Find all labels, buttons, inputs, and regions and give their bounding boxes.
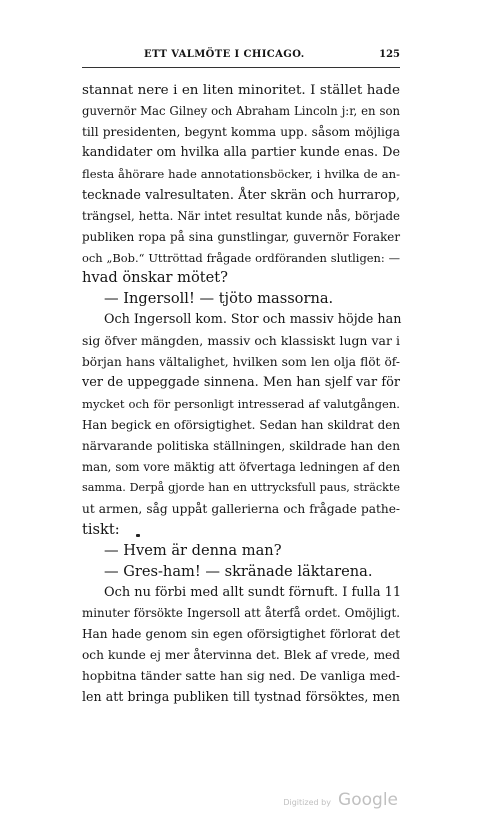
text-line: stannat nere i en liten minoritet. I stället hade [82, 82, 400, 98]
text-line: — Gres-ham! — skränade läktarena. [104, 562, 373, 580]
body-text [82, 80, 400, 708]
text-line: Han begick en oförsigtighet. Sedan han skildrat den [82, 418, 400, 432]
ink-speck [136, 534, 140, 537]
text-line: Han hade genom sin egen oförsigtighet förlorat det [82, 627, 400, 642]
text-line: guvernör Mac Gilney och Abraham Lincoln j:r, en son [82, 103, 400, 118]
google-logo: Google [338, 790, 398, 810]
text-line: kandidater om hvilka alla partier kunde enas. De [82, 144, 400, 160]
text-line: publiken ropa på sina gunstlingar, guvernör Foraker [82, 229, 400, 244]
text-line: sig öfver mängden, massiv och klassiskt lugn var i [82, 333, 400, 349]
digitized-watermark [283, 790, 398, 810]
text-line: närvarande politiska ställningen, skildrade han den [82, 438, 400, 453]
text-line: och kunde ej mer återvinna det. Blek af vrede, med [82, 648, 400, 663]
text-line: och „Bob.“ Uttröttad frågade ordföranden slutligen: — [82, 250, 400, 265]
text-line: ver de uppeggade sinnena. Men han sjelf var för [82, 375, 400, 391]
text-line: samma. Derpå gjorde han en uttrycksfull paus, sträckte [82, 480, 400, 494]
running-title: ETT VALMÖTE I CHICAGO. [144, 49, 305, 60]
text-line: tecknade valresultaten. Åter skrän och hurrarop, [82, 186, 400, 202]
text-line: Och nu förbi med allt sundt förnuft. I fulla 11 [104, 584, 402, 600]
text-line: trängsel, hetta. När intet resultat kunde nås, började [82, 208, 400, 223]
text-line: hopbitna tänder satte han sig ned. De vanliga med- [82, 669, 400, 684]
text-line: början hans vältalighet, hvilken som len olja flöt öf- [82, 355, 400, 370]
page-number: 125 [379, 49, 400, 60]
text-line: tiskt: [82, 520, 120, 538]
text-line: hvad önskar mötet? [82, 269, 228, 287]
running-header [82, 49, 400, 65]
text-line: till presidenten, begynt komma upp. såsom möjliga [82, 124, 400, 139]
text-line: Och Ingersoll kom. Stor och massiv höjde han [104, 312, 402, 328]
text-line: ut armen, såg uppåt gallerierna och frågade pathe- [82, 501, 400, 516]
text-line: minuter försökte Ingersoll att återfå ordet. Omöjligt. [82, 606, 400, 621]
text-line: man, som vore mäktig att öfvertaga ledningen af den [82, 459, 400, 474]
text-line: len att bringa publiken till tystnad försöktes, men [82, 689, 400, 705]
text-line: — Ingersoll! — tjöto massorna. [104, 290, 334, 308]
header-rule [82, 67, 400, 68]
watermark-prefix: Digitized by [283, 798, 331, 807]
text-line: flesta åhörare hade annotationsböcker, i hvilka de an- [82, 166, 400, 181]
text-line: — Hvem är denna man? [104, 541, 282, 559]
text-line: mycket och för personligt intresserad af valutgången. [82, 397, 400, 412]
